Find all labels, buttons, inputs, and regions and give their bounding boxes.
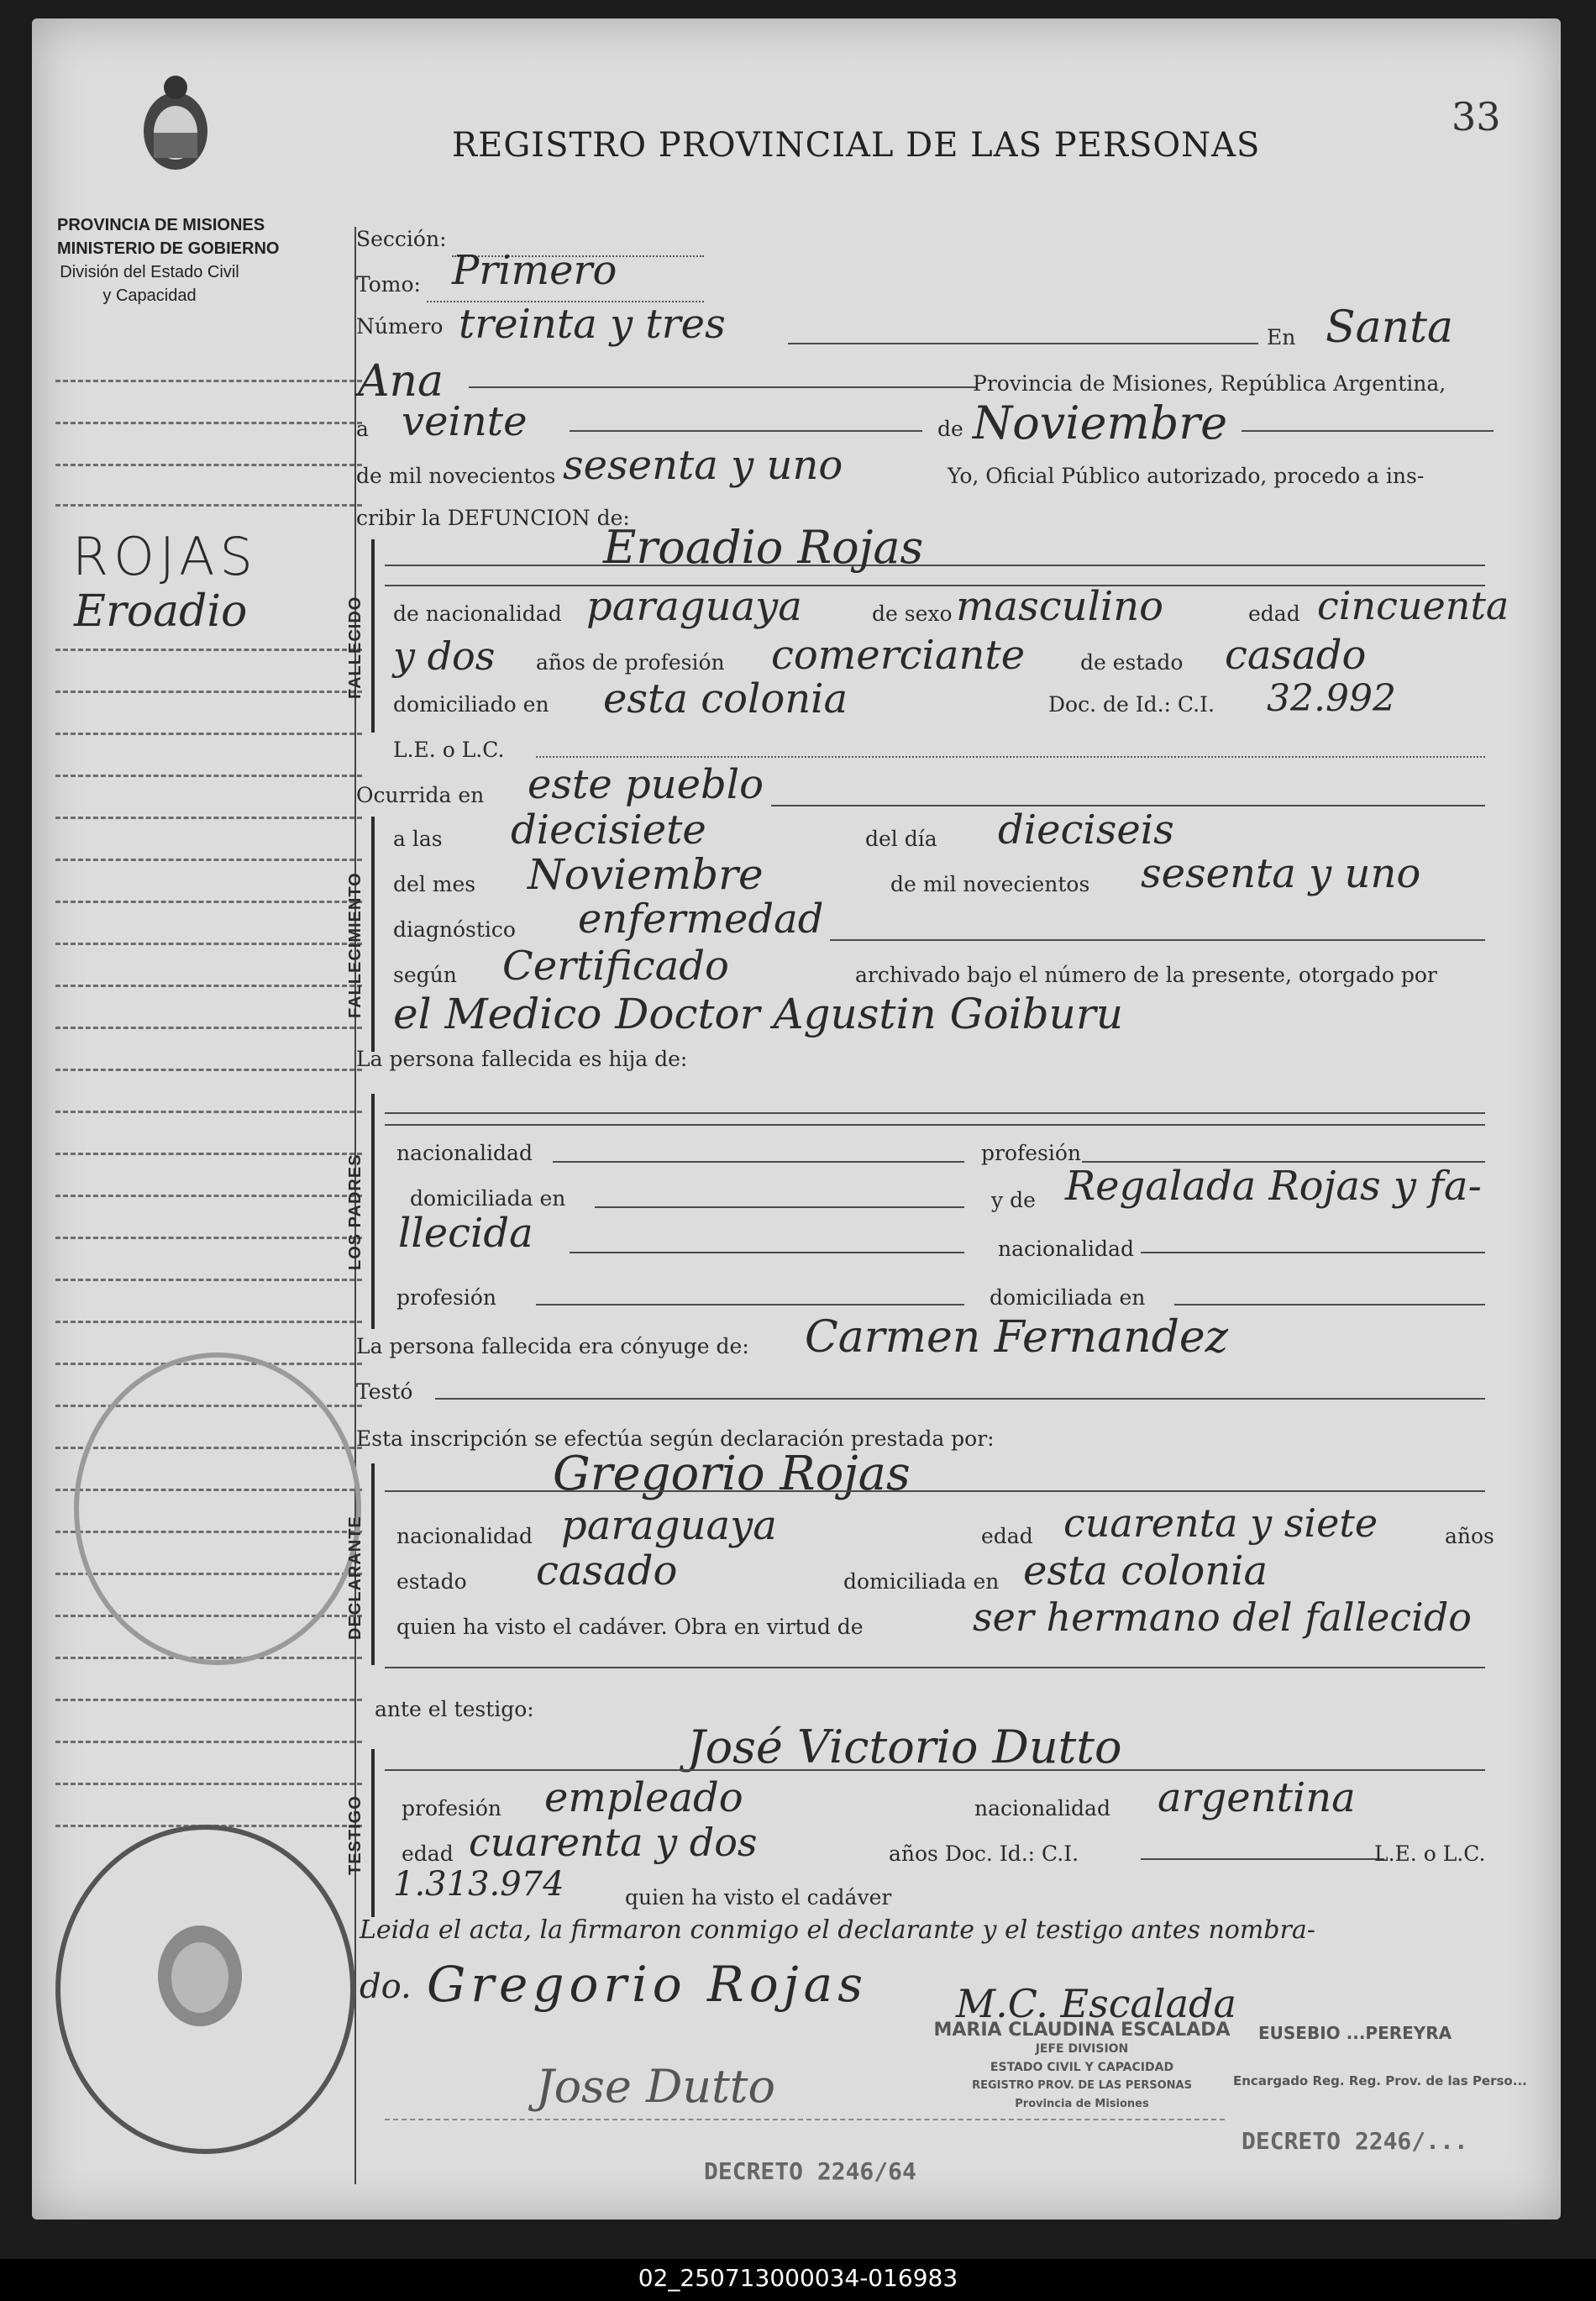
stamp-escalada xyxy=(889,2021,1275,2114)
label-yo: Yo, Oficial Público autorizado, procedo a ins- xyxy=(948,464,1425,488)
label-provincia: Provincia de Misiones, República Argentina, xyxy=(973,371,1446,396)
value-dia: veinte xyxy=(402,398,528,445)
label-seccion: Sección: xyxy=(356,227,447,251)
section-bar-fallecido xyxy=(371,539,375,733)
value-en-1: Santa xyxy=(1326,302,1454,353)
label-archivado: archivado bajo el número de la presente, otorgado por xyxy=(855,963,1437,987)
section-bar-testigo xyxy=(371,1749,375,1917)
value-d-edad: cuarenta y siete xyxy=(1063,1500,1378,1546)
label-diagnostico: diagnóstico xyxy=(393,917,516,942)
round-stamp-faded xyxy=(74,1353,361,1665)
label-t-le: L.E. o L.C. xyxy=(1374,1841,1486,1866)
page-title: REGISTRO PROVINCIAL DE LAS PERSONAS xyxy=(452,126,1261,165)
stamp-escalada-line-3: ESTADO CIVIL Y CAPACIDAD xyxy=(990,2061,1174,2074)
value-en-2: Ana xyxy=(358,356,444,407)
label-inscripcion: Esta inscripción se efectúa según declaración prestada por: xyxy=(356,1426,995,1451)
label-t-nacionalidad: nacionalidad xyxy=(974,1796,1110,1820)
label-segun: según xyxy=(393,963,457,987)
signature-testigo: Jose Dutto xyxy=(536,2060,775,2113)
margin-given-name: Eroadio xyxy=(74,586,248,637)
value-madre-1: Regalada Rojas y fa- xyxy=(1065,1163,1482,1210)
stamp-emblem-icon xyxy=(150,1917,250,2035)
section-bar-declarante xyxy=(371,1463,375,1665)
label-a: a xyxy=(356,417,369,441)
label-domiciliado: domiciliado en xyxy=(393,692,549,717)
value-d-nacionalidad: paraguaya xyxy=(561,1502,777,1549)
label-a-las: a las xyxy=(393,827,443,851)
label-sexo: de sexo xyxy=(872,602,953,626)
label-testo: Testó xyxy=(356,1379,413,1404)
label-cribir: cribir la DEFUNCION de: xyxy=(356,506,630,530)
label-profesion: años de profesión xyxy=(536,650,725,675)
value-madre-2: llecida xyxy=(398,1210,533,1257)
value-domicilio: esta colonia xyxy=(603,675,848,722)
label-padre-profesion: profesión xyxy=(981,1141,1082,1165)
label-doc-id: Doc. de Id.: C.I. xyxy=(1048,692,1215,717)
label-d-nacionalidad: nacionalidad xyxy=(396,1524,533,1548)
coat-of-arms-icon xyxy=(138,72,213,173)
value-hora: diecisiete xyxy=(511,806,706,854)
margin-surname: ROJAS xyxy=(72,526,258,587)
value-nacionalidad: paraguaya xyxy=(586,583,802,630)
value-ci: 32.992 xyxy=(1267,677,1396,720)
footer-bar xyxy=(0,2259,1596,2301)
value-diagnostico: enfermedad xyxy=(578,896,824,943)
value-segun: Certificado xyxy=(502,943,729,990)
value-tomo: Primero xyxy=(452,247,617,294)
value-numero: treinta y tres xyxy=(459,301,726,348)
label-del-dia: del día xyxy=(865,827,937,851)
label-t-anos: años Doc. Id.: C.I. xyxy=(889,1841,1079,1866)
stamp-encargado: Encargado Reg. Reg. Prov. de las Perso... xyxy=(1233,2073,1527,2088)
label-numero: Número xyxy=(356,314,444,339)
label-hija-de: La persona fallecida es hija de: xyxy=(356,1047,688,1071)
value-mes: Noviembre xyxy=(973,397,1228,449)
label-padre-domiciliada: domiciliada en xyxy=(410,1186,566,1211)
ministry-line-1: PROVINCIA DE MISIONES xyxy=(57,216,265,234)
section-bar-padres xyxy=(371,1094,375,1329)
stamp-escalada-line-4: REGISTRO PROV. DE LAS PERSONAS xyxy=(972,2079,1192,2092)
value-edad-1: cincuenta xyxy=(1317,583,1509,628)
label-t-profesion: profesión xyxy=(402,1796,502,1820)
label-ante-testigo: ante el testigo: xyxy=(375,1697,534,1721)
ministry-line-2: MINISTERIO DE GOBIERNO xyxy=(57,239,280,258)
stamp-decreto-2: DECRETO 2246/... xyxy=(1242,2127,1468,2155)
value-d-virtud: ser hermano del fallecido xyxy=(973,1594,1472,1640)
footer-id: 02_250713000034-016983 xyxy=(638,2264,958,2292)
value-mes-f: Noviembre xyxy=(528,850,764,899)
value-declarante: Gregorio Rojas xyxy=(553,1447,911,1501)
label-de-mil: de mil novecientos xyxy=(356,464,556,488)
section-bar-fallecimiento xyxy=(371,817,375,1052)
ministry-header xyxy=(57,213,280,307)
label-t-edad: edad xyxy=(402,1841,454,1866)
closing-text: Leida el acta, la firmaron conmigo el declarante y el testigo antes nombra- xyxy=(360,1915,1315,1945)
ministry-line-3: División del Estado Civil xyxy=(60,263,239,281)
value-d-estado: casado xyxy=(536,1547,678,1594)
value-conyuge: Carmen Fernandez xyxy=(805,1312,1229,1363)
side-label-declarante: DECLARANTE xyxy=(346,1516,365,1640)
value-edad-2: y dos xyxy=(393,633,496,679)
stamp-decreto-1: DECRETO 2246/64 xyxy=(704,2157,916,2185)
label-de: de xyxy=(937,417,963,441)
label-ocurrida: Ocurrida en xyxy=(356,783,485,807)
value-t-profesion: empleado xyxy=(544,1774,743,1821)
value-anio: sesenta y uno xyxy=(563,442,843,489)
stamp-escalada-line-5: Provincia de Misiones xyxy=(1015,2098,1149,2110)
value-t-ci: 1.313.974 xyxy=(393,1865,564,1904)
label-d-anos: años xyxy=(1445,1524,1494,1548)
label-t-quien: quien ha visto el cadáver xyxy=(625,1885,892,1910)
label-edad: edad xyxy=(1248,602,1300,626)
label-le-lc: L.E. o L.C. xyxy=(393,738,505,762)
label-quien-visto: quien ha visto el cadáver. Obra en virtud de xyxy=(396,1615,864,1639)
label-madre-nacionalidad: nacionalidad xyxy=(998,1237,1134,1261)
side-label-fallecimiento: FALLECIMIENTO xyxy=(346,872,365,1018)
value-nombre: Eroadio Rojas xyxy=(603,521,924,574)
value-sexo: masculino xyxy=(956,583,1164,630)
value-t-edad: cuarenta y dos xyxy=(469,1820,758,1865)
value-medico: el Medico Doctor Agustin Goiburu xyxy=(393,990,1123,1038)
page-number: 33 xyxy=(1452,94,1501,139)
label-madre-profesion: profesión xyxy=(396,1285,497,1310)
value-ocurrida: este pueblo xyxy=(528,761,764,808)
label-nacionalidad: de nacionalidad xyxy=(393,602,562,626)
value-anio-f: sesenta y uno xyxy=(1141,850,1421,897)
label-conyuge: La persona fallecida era cónyuge de: xyxy=(356,1334,749,1358)
side-label-testigo: TESTIGO xyxy=(346,1795,365,1875)
value-dia-f: dieciseis xyxy=(998,806,1174,854)
label-d-edad: edad xyxy=(981,1524,1033,1548)
side-label-fallecido: FALLECIDO xyxy=(346,596,365,699)
stamp-escalada-line-2: JEFE DIVISION xyxy=(1035,2042,1129,2056)
side-label-padres: LOS PADRES xyxy=(346,1153,365,1270)
label-de-mil-2: de mil novecientos xyxy=(890,872,1090,896)
label-estado: de estado xyxy=(1080,650,1184,675)
stamp-escalada-line-1: MARIA CLAUDINA ESCALADA xyxy=(933,2020,1231,2041)
value-d-domicilio: esta colonia xyxy=(1023,1547,1268,1594)
label-tomo: Tomo: xyxy=(356,272,421,297)
label-d-estado: estado xyxy=(396,1569,467,1594)
label-en: En xyxy=(1267,325,1296,349)
value-testigo: José Victorio Dutto xyxy=(687,1720,1122,1773)
label-madre-domiciliada: domiciliada en xyxy=(990,1285,1146,1310)
signature-declarante: Gregorio Rojas xyxy=(427,1956,868,2013)
label-padre-nacionalidad: nacionalidad xyxy=(396,1141,533,1165)
label-y-de: y de xyxy=(991,1188,1036,1212)
register-page xyxy=(32,18,1561,2220)
value-profesion: comerciante xyxy=(771,632,1026,679)
signature-official: M.C. Escalada xyxy=(956,1981,1236,2026)
label-d-domiciliada: domiciliada en xyxy=(843,1569,1000,1594)
label-del-mes: del mes xyxy=(393,872,476,896)
value-t-nacionalidad: argentina xyxy=(1158,1774,1356,1821)
value-estado: casado xyxy=(1225,632,1367,679)
ministry-line-4: y Capacidad xyxy=(102,286,197,305)
stamp-eusebio: EUSEBIO ...PEREYRA xyxy=(1258,2023,1452,2043)
closing-text-2: do. xyxy=(360,1967,412,2006)
